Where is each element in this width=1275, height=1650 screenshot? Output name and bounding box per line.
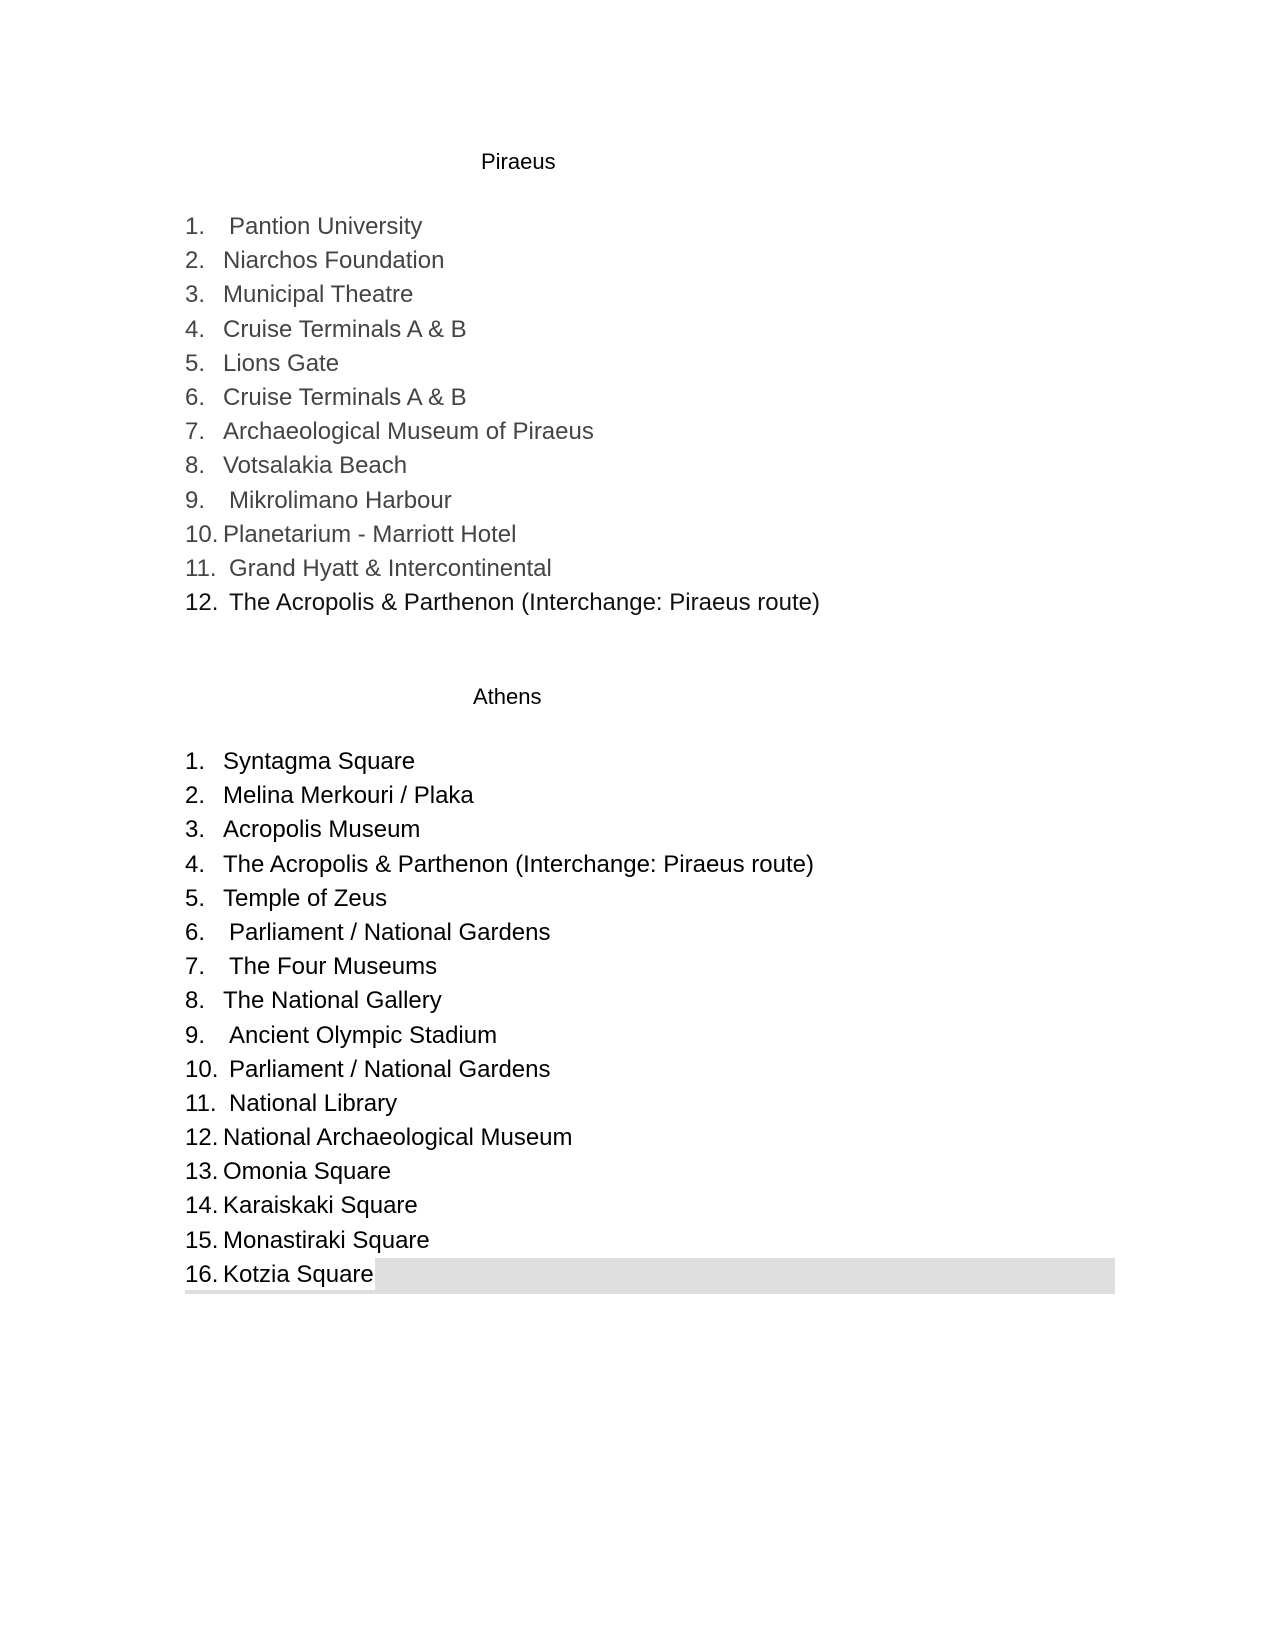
item-label: Temple of Zeus <box>223 884 388 912</box>
item-number: 8. <box>185 452 206 480</box>
item-label: Acropolis Museum <box>223 816 421 844</box>
item-number: 7. <box>185 418 206 446</box>
item-label: Parliament / National Gardens <box>229 918 551 946</box>
item-number: 10. <box>185 520 219 548</box>
item-label: The National Gallery <box>223 987 442 1015</box>
item-label: Planetarium - Marriott Hotel <box>223 520 517 548</box>
item-label: Monastiraki Square <box>223 1226 430 1254</box>
item-number: 7. <box>185 953 206 981</box>
item-label: Kotzia Square <box>223 1260 374 1288</box>
item-label: Cruise Terminals A & B <box>223 315 467 343</box>
item-label: Archaeological Museum of Piraeus <box>223 418 594 446</box>
item-label: National Archaeological Museum <box>223 1124 573 1152</box>
item-number: 13. <box>185 1158 219 1186</box>
item-label: National Library <box>229 1089 398 1117</box>
item-label: Syntagma Square <box>223 748 416 775</box>
section-heading-athens: Athens <box>473 684 542 709</box>
item-label: The Acropolis & Parthenon (Interchange: Piraeus route) <box>229 589 820 617</box>
item-number: 3. <box>185 816 206 844</box>
item-number: 6. <box>185 383 206 411</box>
item-number: 6. <box>185 918 206 946</box>
item-label: Niarchos Foundation <box>223 247 445 275</box>
item-label: Parliament / National Gardens <box>229 1055 551 1083</box>
item-label: Ancient Olympic Stadium <box>229 1021 498 1049</box>
item-number: 9. <box>185 486 206 514</box>
item-number: 14. <box>185 1192 219 1220</box>
item-number: 1. <box>185 213 206 240</box>
item-number: 11. <box>185 554 217 582</box>
section-heading-piraeus: Piraeus <box>481 149 556 174</box>
item-number: 2. <box>185 247 206 275</box>
item-number: 12. <box>185 589 219 617</box>
item-number: 5. <box>185 884 206 912</box>
item-number: 2. <box>185 782 206 810</box>
item-label: The Acropolis & Parthenon (Interchange: Piraeus route) <box>223 850 814 878</box>
item-label: Pantion University <box>229 213 423 240</box>
item-number: 8. <box>185 987 206 1015</box>
item-label: Votsalakia Beach <box>223 452 408 480</box>
item-number: 4. <box>185 315 206 343</box>
item-number: 10. <box>185 1055 219 1083</box>
item-number: 9. <box>185 1021 206 1049</box>
item-label: Lions Gate <box>223 349 340 377</box>
item-number: 1. <box>185 748 206 775</box>
item-label: Karaiskaki Square <box>223 1192 418 1220</box>
item-label: Grand Hyatt & Intercontinental <box>229 554 552 582</box>
item-number: 12. <box>185 1124 219 1152</box>
item-label: Municipal Theatre <box>223 281 414 309</box>
item-number: 3. <box>185 281 206 309</box>
item-number: 16. <box>185 1260 219 1288</box>
item-label: Cruise Terminals A & B <box>223 383 467 411</box>
item-label: Omonia Square <box>223 1158 392 1186</box>
item-label: Mikrolimano Harbour <box>229 486 452 514</box>
item-label: The Four Museums <box>229 953 438 981</box>
item-number: 15. <box>185 1226 219 1254</box>
item-label: Melina Merkouri / Plaka <box>223 782 474 810</box>
item-number: 5. <box>185 349 206 377</box>
item-number: 4. <box>185 850 206 878</box>
item-number: 11. <box>185 1089 217 1117</box>
